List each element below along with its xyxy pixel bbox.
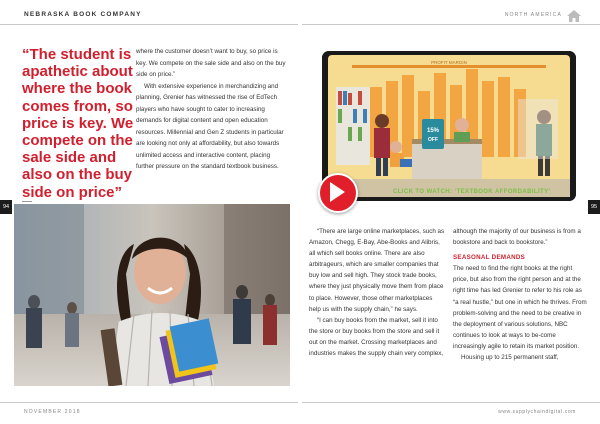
price-tag-percent: 15% xyxy=(426,128,440,134)
paragraph: where the customer doesn’t want to buy, so price is key. We compete on the sale side and also on the buy side on price.” xyxy=(136,48,286,78)
publication-title: NEBRASKA BOOK COMPANY xyxy=(24,11,142,18)
play-icon[interactable] xyxy=(330,182,345,202)
header-rule-right xyxy=(302,24,600,25)
footer-rule-right xyxy=(302,402,600,403)
video-banner-text: PROFIT MARGIN xyxy=(431,60,467,65)
price-tag-label: OFF xyxy=(428,137,438,143)
paragraph: “There are large online marketplaces, such as Amazon, Chegg, E-Bay, Abe-Books and Alibris, all which sell books online. There are also arbitrageurs, which are smaller companies that buy low and sell high. They stock trade books, where they just physically move them from place to place. However, those other marketplaces help us with the supply chain,” he says. xyxy=(309,228,445,313)
home-icon[interactable] xyxy=(566,9,582,23)
page-number-right: 95 xyxy=(588,200,600,214)
student-photo xyxy=(14,204,290,386)
video-thumbnail[interactable] xyxy=(322,51,576,201)
pull-quote: “The student is apathetic about where the book comes from, so price is key. We compete on the sale side and also on the buy side on price” xyxy=(22,46,134,201)
paragraph: With extensive experience in merchandizing and planning, Grenier has witnessed the rise of EdTech players who have sought to cater to increasing demands for digital content and open education resources. Millennial and Gen Z students in particular are looking not only at affordability, but also towards unlimited access and interactive content, placing further pressure on the standard textbook business. xyxy=(136,82,284,170)
section-subheading: SEASONAL DEMANDS xyxy=(453,254,526,262)
section-label: NORTH AMERICA xyxy=(504,12,562,18)
video-cta-link[interactable]: CLICK TO WATCH: ‘TEXTBOOK AFFORDABILITY’ xyxy=(393,189,551,195)
header-rule-left xyxy=(0,24,298,25)
paragraph: although the majority of our business is from a bookstore and back to bookstore.” xyxy=(453,228,581,247)
article-column-1 xyxy=(136,46,286,173)
paragraph: “I can buy books from the market, sell it into the store or buy books from the store and sell it out on the market. Crossing marketplaces and industries makes the supply chain very complex, xyxy=(309,316,444,358)
website-link[interactable]: www.supplychaindigital.com xyxy=(498,409,576,415)
paragraph: The need to find the right books at the right price, but also from the right person and at the right time has led Grenier to refer to his role as “a real hustle,” but one in which he thrives. From problem-solving and the need to be creative in the deployment of various solutions, NBC continues to look at ways to be-come increasingly agile to retain its market position. xyxy=(453,265,587,350)
article-column-3 xyxy=(453,226,589,363)
footer-rule-left xyxy=(0,402,298,403)
attribution-rule xyxy=(22,201,32,202)
issue-date: NOVEMBER 2018 xyxy=(24,409,81,415)
article-column-2 xyxy=(309,226,445,359)
page-number-left: 94 xyxy=(0,200,12,214)
paragraph: Housing up to 215 permanent staff, xyxy=(461,354,559,362)
